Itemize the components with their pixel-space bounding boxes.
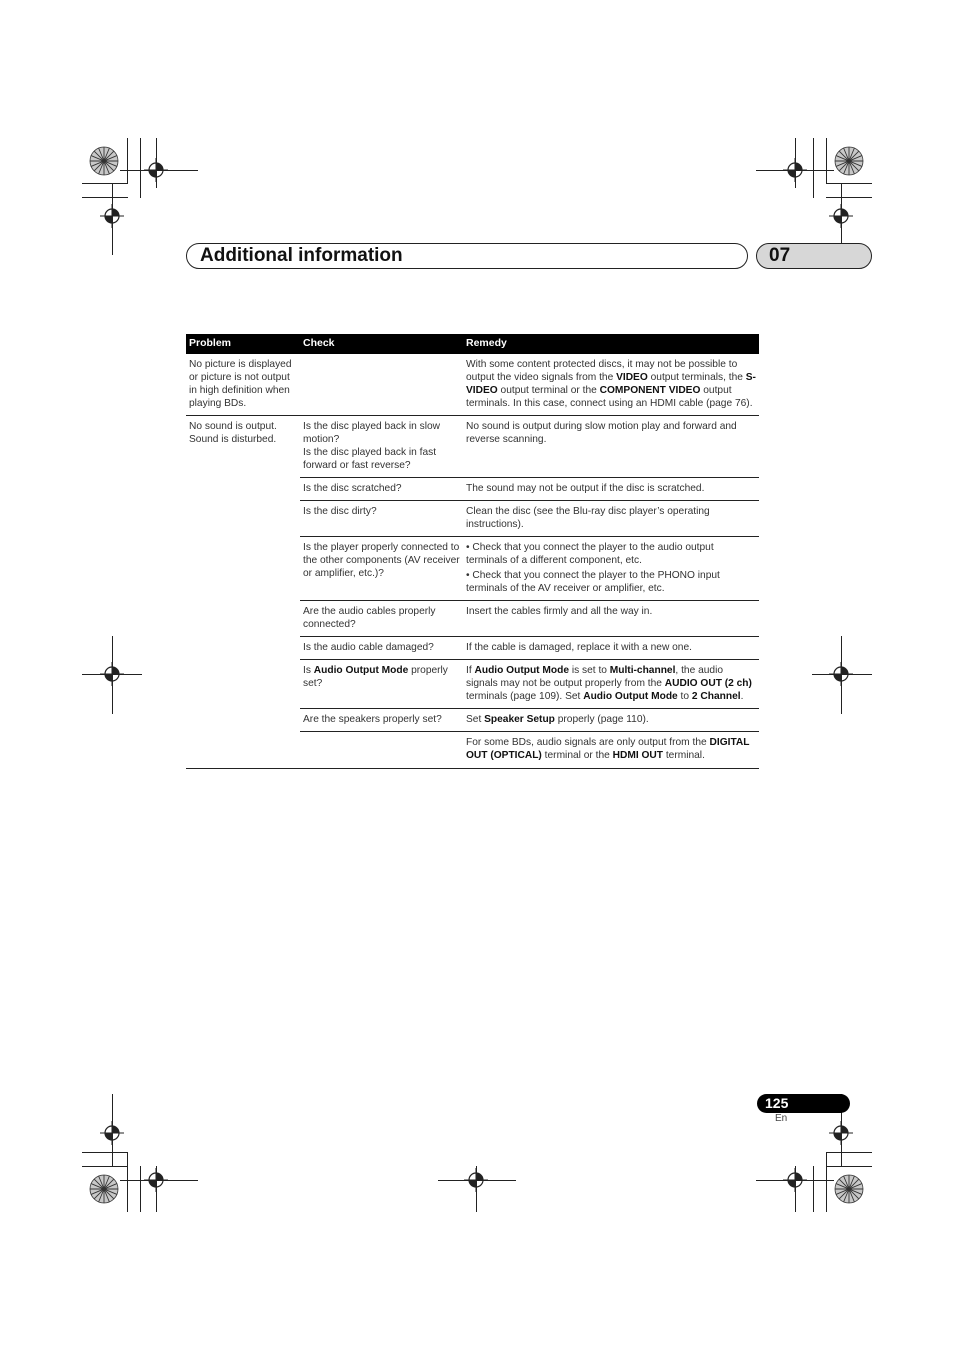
check-cell xyxy=(300,732,463,769)
section-title: Additional information xyxy=(200,245,403,266)
remedy-cell: Set Speaker Setup properly (page 110). xyxy=(463,709,759,732)
check-cell: Is the audio cable damaged? xyxy=(300,637,463,660)
table-header-row xyxy=(186,334,759,354)
troubleshooting-table xyxy=(186,334,759,769)
check-cell: Is the disc dirty? xyxy=(300,501,463,537)
check-cell: Is the disc played back in slow motion? Is the disc played back in fast forward or fast reverse? xyxy=(300,416,463,478)
bullet-item: • Check that you connect the player to the PHONO input terminals of the AV receiver or amplifier, etc. xyxy=(466,570,720,594)
remedy-cell: If Audio Output Mode is set to Multi-channel, the audio signals may not be output properly from the AUDIO OUT (2 ch) terminals (page 109). Set Audio Output Mode to 2 Channel. xyxy=(463,660,759,709)
check-cell: Is the player properly connected to the other components (AV receiver or amplifier, etc.)? xyxy=(300,537,463,601)
check-cell: Are the speakers properly set? xyxy=(300,709,463,732)
table-row xyxy=(186,416,759,478)
chapter-badge xyxy=(756,243,872,269)
remedy-cell: With some content protected discs, it may not be possible to output the video signals from the VIDEO output terminals, the S-VIDEO output terminal or the COMPONENT VIDEO output terminals. In this case, connect using an HDMI cable (page 76). xyxy=(463,354,759,416)
bullet-item: • Check that you connect the player to the audio output terminals of a different component, etc. xyxy=(466,542,714,566)
column-header-remedy: Remedy xyxy=(463,334,759,354)
remedy-cell: Insert the cables firmly and all the way in. xyxy=(463,601,759,637)
remedy-cell: Clean the disc (see the Blu-ray disc player’s operating instructions). xyxy=(463,501,759,537)
language-label: En xyxy=(775,1113,788,1124)
problem-cell: No picture is displayed or picture is not output in high definition when playing BDs. xyxy=(186,354,300,416)
section-header xyxy=(186,243,748,269)
page-number-badge xyxy=(757,1094,850,1113)
table-row xyxy=(186,354,759,416)
check-cell: Is Audio Output Mode properly set? xyxy=(300,660,463,709)
problem-cell: No sound is output. Sound is disturbed. xyxy=(186,416,300,769)
page-number: 125 xyxy=(765,1095,789,1111)
chapter-number: 07 xyxy=(769,245,791,266)
remedy-cell: If the cable is damaged, replace it with a new one. xyxy=(463,637,759,660)
check-cell: Is the disc scratched? xyxy=(300,478,463,501)
column-header-problem: Problem xyxy=(186,334,300,354)
remedy-cell: For some BDs, audio signals are only output from the DIGITAL OUT (OPTICAL) terminal or the HDMI OUT terminal. xyxy=(463,732,759,769)
remedy-cell: No sound is output during slow motion play and forward and reverse scanning. xyxy=(463,416,759,478)
remedy-cell xyxy=(463,537,759,601)
check-cell: Are the audio cables properly connected? xyxy=(300,601,463,637)
check-cell xyxy=(300,354,463,416)
remedy-cell: The sound may not be output if the disc is scratched. xyxy=(463,478,759,501)
column-header-check: Check xyxy=(300,334,463,354)
